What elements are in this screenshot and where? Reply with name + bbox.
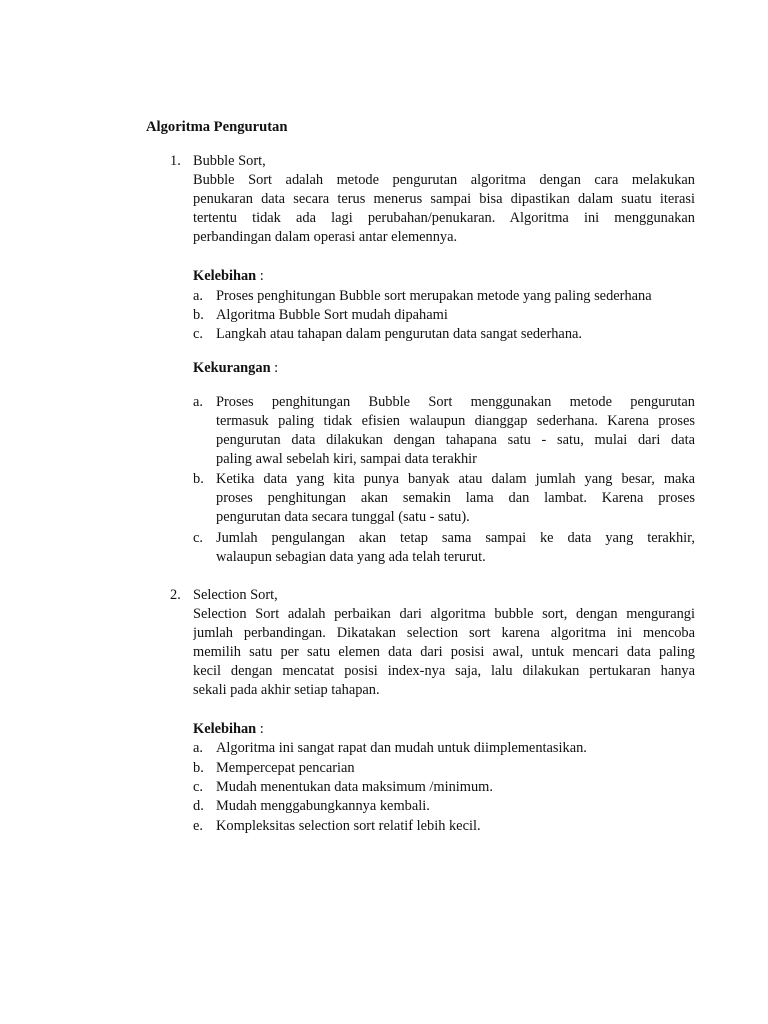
list-item-text: walaupun sebagian data yang ada telah terurut. [216,549,486,565]
paragraph-line: Bubble Sort adalah metode pengurutan algoritma dengan cara melakukan [193,172,695,188]
list-marker: c. [193,530,203,546]
heading-colon: : [270,360,279,376]
list-item [216,325,695,344]
list-item [216,470,695,527]
bubble-sort-disadvantages-heading [193,359,278,378]
list-item [216,306,695,325]
selection-sort-advantages-heading [193,720,264,739]
list-item-text: Proses penghitungan Bubble sort merupakan metode yang paling sederhana [216,288,652,304]
list-item [216,529,695,567]
list-item-text: Langkah atau tahapan dalam pengurutan data sangat sederhana. [216,326,582,342]
document-title: Algoritma Pengurutan [146,119,288,135]
paragraph-line: penukaran data secara terus menerus sampai bisa dipastikan dalam suatu iterasi [193,191,695,207]
list-item [216,287,695,306]
list-item-text: Proses penghitungan Bubble Sort menggunakan metode pengurutan [216,394,695,410]
paragraph-line: kecil dengan mencatat posisi index-nya saja, lalu dilakukan pertukaran hanya [193,663,695,679]
list-item [216,778,695,797]
heading-colon: : [256,268,264,284]
section-title-selection-sort: Selection Sort, [193,587,278,603]
section-number: 1. [170,153,181,169]
list-item-text: termasuk paling tidak efisien walaupun dianggap sederhana. Karena proses [216,413,695,429]
list-item-text: Mudah menentukan data maksimum /minimum. [216,779,493,795]
list-marker: c. [193,779,203,795]
list-item-text: Kompleksitas selection sort relatif lebih kecil. [216,818,481,834]
list-marker: a. [193,394,203,410]
list-item-text: Mudah menggabungkannya kembali. [216,798,430,814]
section-title-bubble-sort: Bubble Sort, [193,153,266,169]
list-marker: c. [193,326,203,342]
heading-label: Kelebihan [193,268,257,284]
bubble-sort-description [193,171,695,247]
section-number: 2. [170,587,181,603]
selection-sort-description [193,605,695,700]
list-item [216,817,695,836]
heading-label: Kekurangan [193,360,271,376]
list-marker: b. [193,307,204,323]
list-marker: b. [193,760,204,776]
paragraph-line: perbandingan dalam operasi antar elemennya. [193,229,458,245]
list-marker: d. [193,798,204,814]
list-item-text: Algoritma ini sangat rapat dan mudah untuk diimplementasikan. [216,740,587,756]
list-marker: b. [193,471,204,487]
list-item-text: Mempercepat pencarian [216,760,355,776]
list-item-text: Jumlah pengulangan akan tetap sama sampai ke data yang terakhir, [216,530,695,546]
paragraph-line: Selection Sort adalah perbaikan dari algoritma bubble sort, dengan mengurangi [193,606,695,622]
list-item [216,797,695,816]
list-item-text: Algoritma Bubble Sort mudah dipahami [216,307,448,323]
list-item [216,393,695,469]
list-item-text: pengurutan data dilakukan dengan tahapana satu - satu, mulai dari data [216,432,695,448]
paragraph-line: sekali pada akhir setiap tahapan. [193,682,380,698]
list-item-text: pengurutan data secara tunggal (satu - satu). [216,509,470,525]
list-marker: a. [193,288,203,304]
heading-label: Kelebihan [193,721,257,737]
list-item-text: paling awal sebelah kiri, sampai data terakhir [216,451,477,467]
heading-colon: : [256,721,264,737]
paragraph-line: tertentu tidak ada lagi perubahan/penukaran. Algoritma ini menggunakan [193,210,695,226]
paragraph-line: jumlah perbandingan. Dikatakan selection sort karena algoritma ini mencoba [193,625,695,641]
list-marker: a. [193,740,203,756]
paragraph-line: memilih satu per satu elemen data dari posisi awal, untuk mencari data paling [193,644,695,660]
list-item [216,739,695,758]
list-item-text: Ketika data yang kita punya banyak atau dalam jumlah yang besar, maka [216,471,695,487]
list-marker: e. [193,818,203,834]
list-item-text: proses penghitungan akan semakin lama dan lambat. Karena proses [216,490,695,506]
list-item [216,759,695,778]
bubble-sort-advantages-heading [193,267,264,286]
